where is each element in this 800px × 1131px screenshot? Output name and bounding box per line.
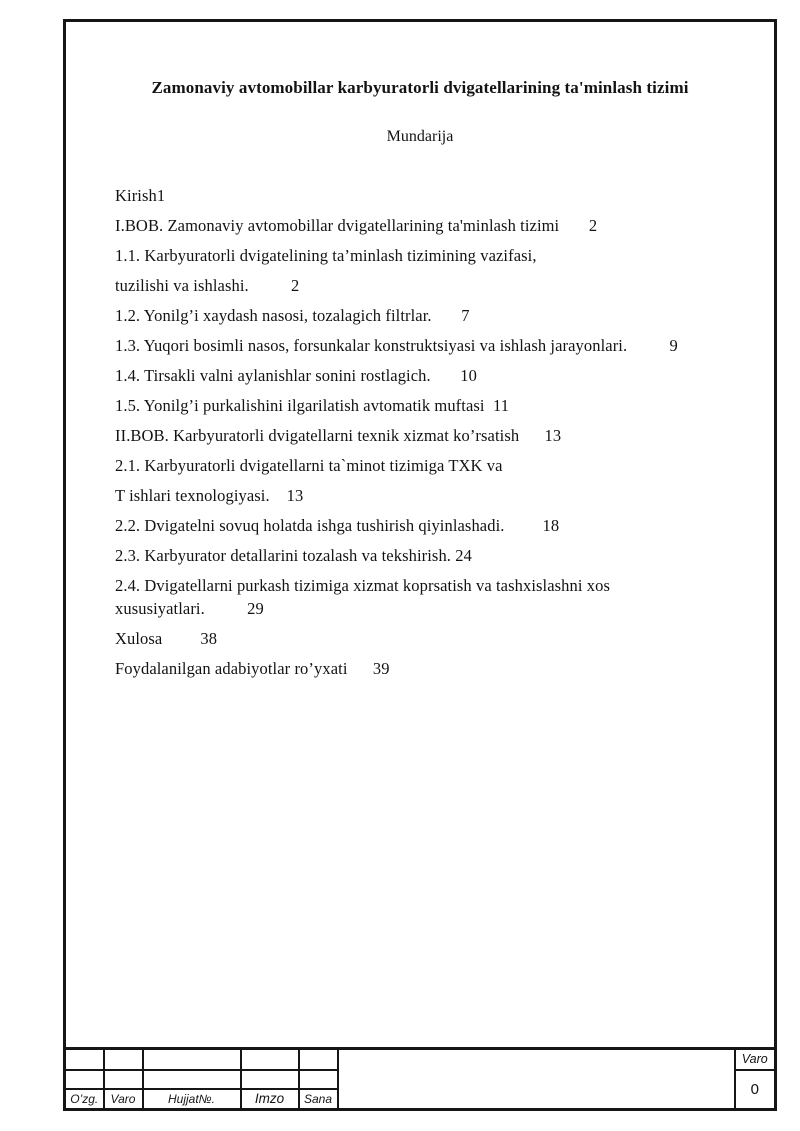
- document-title: Zamonaviy avtomobillar karbyuratorli dvigatellarining ta'minlash tizimi: [151, 78, 689, 97]
- label-hujjat-no: Hujjat№.: [143, 1089, 241, 1110]
- title-block-cell: [104, 1049, 143, 1070]
- title-block-cell: [65, 1070, 104, 1089]
- toc-line-kirish: Kirish1: [115, 186, 166, 205]
- toc-line-chapter-2: II.BOB. Karbyuratorli dvigatellarni texnik xizmat ko’rsatish 13: [115, 426, 562, 445]
- toc-line-2-1: 2.1. Karbyuratorli dvigatellarni ta`minot tizimiga TXK va: [115, 456, 503, 475]
- toc-line-bibliography: Foydalanilgan adabiyotlar ro’yxati 39: [115, 659, 390, 678]
- toc-line-1-1-wrap: tuzilishi va ishlashi. 2: [115, 276, 300, 295]
- title-block-cell: [143, 1049, 241, 1070]
- label-ozg: O’zg.: [65, 1089, 104, 1110]
- title-block-cell: [299, 1049, 338, 1070]
- toc-line-1-3: 1.3. Yuqori bosimli nasos, forsunkalar konstruktsiyasi va ishlash jarayonlari. 9: [115, 336, 678, 355]
- title-block-table: [63, 1047, 777, 1111]
- toc-line-2-4: 2.4. Dvigatellarni purkash tizimiga xizmat koprsatish va tashxislashni xos: [115, 576, 610, 595]
- title-block-cell: [241, 1049, 299, 1070]
- toc-line-2-4-wrap: xususiyatlari. 29: [115, 599, 264, 618]
- toc-heading: Mundarija: [386, 128, 454, 145]
- toc-line-1-1: 1.1. Karbyuratorli dvigatelining ta’minlash tizimining vazifasi,: [115, 246, 537, 265]
- page-frame: [63, 19, 777, 1111]
- toc-line-xulosa: Xulosa 38: [115, 629, 218, 648]
- title-block-cell: [104, 1070, 143, 1089]
- table-of-contents: [115, 185, 756, 688]
- toc-line-1-2: 1.2. Yonilg’i xaydash nasosi, tozalagich filtrlar. 7: [115, 306, 470, 325]
- toc-line-2-2: 2.2. Dvigatelni sovuq holatda ishga tushirish qiyinlashadi. 18: [115, 516, 560, 535]
- toc-line-chapter-1: I.BOB. Zamonaviy avtomobillar dvigatellarining ta'minlash tizimi 2: [115, 216, 598, 235]
- title-block-cell: [241, 1070, 299, 1089]
- toc-line-1-5: 1.5. Yonilg’i purkalishini ilgarilatish avtomatik muftasi 11: [115, 396, 510, 415]
- toc-line-1-4: 1.4. Tirsakli valni aylanishlar sonini rostlagich. 10: [115, 366, 478, 385]
- title-block-cell: [143, 1070, 241, 1089]
- title-block-cell: [299, 1070, 338, 1089]
- title-block-cell: [65, 1049, 104, 1070]
- label-varo: Varo: [104, 1089, 143, 1110]
- toc-line-2-1-wrap: T ishlari texnologiyasi. 13: [115, 486, 304, 505]
- sheet-number: 0: [735, 1070, 776, 1110]
- sheet-label: Varo: [735, 1049, 776, 1070]
- toc-line-2-3: 2.3. Karbyurator detallarini tozalash va tekshirish. 24: [115, 546, 472, 565]
- label-sana: Sana: [299, 1089, 338, 1110]
- title-block-main-cell: [338, 1049, 735, 1110]
- label-imzo: Imzo: [241, 1089, 299, 1110]
